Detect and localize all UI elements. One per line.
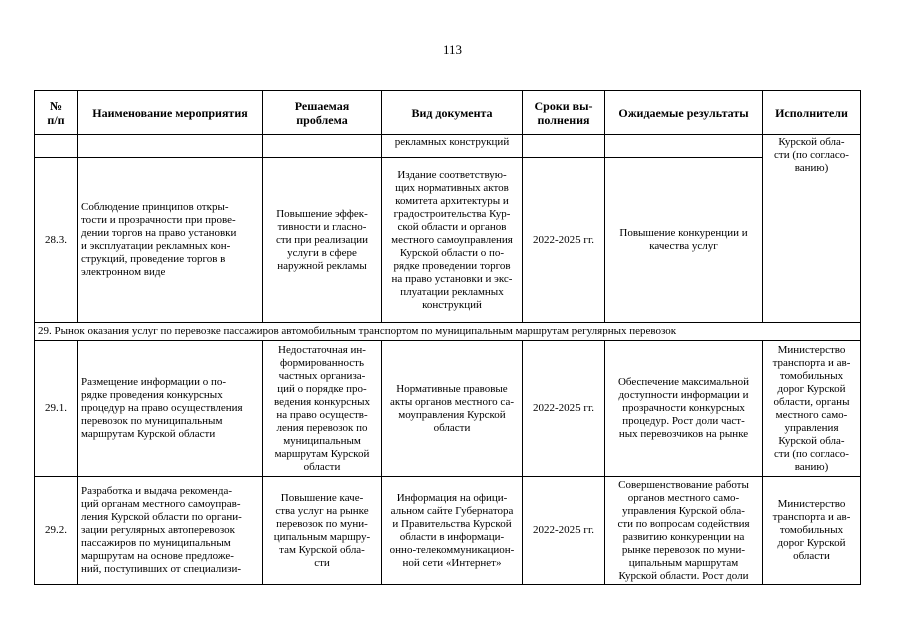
row-29-2-num: 29.2.	[35, 477, 78, 585]
header-results: Ожидаемые результаты	[605, 91, 763, 135]
row-29-1-executors: Министерство транспорта и ав- томобильных дорог Курской области, органы местного само- управления Курской обла- сти (по согласо- ванию)	[763, 341, 861, 477]
row-29-2-executors: Министерство транспорта и ав- томобильных дорог Курской области	[763, 477, 861, 585]
row-28-3-doctype: Издание соответствую- щих нормативных актов комитета архитектуры и градостроительства Кур- ской области и органов местного самоуправления Курской области о по- рядке проведении торгов на право установки и экс- плуатации рекламных конструкций	[382, 158, 523, 323]
table-row	[35, 135, 861, 158]
table-row	[35, 477, 861, 585]
table-row	[35, 158, 861, 323]
row-28-3-deadline: 2022-2025 гг.	[523, 158, 605, 323]
continuation-doctype: рекламных конструкций	[382, 135, 523, 158]
continuation-executors: Курской обла- сти (по согласо- ванию)	[763, 135, 861, 323]
row-28-3-problem: Повышение эффек- тивности и гласно- сти при реализации услуги в сфере наружной рекламы	[263, 158, 382, 323]
row-29-1-doctype: Нормативные правовые акты органов местного са- моуправления Курской области	[382, 341, 523, 477]
row-29-1-name: Размещение информации о по- рядке проведения конкурсных процедур на право осуществления перевозок по муниципальным маршрутам Курской области	[78, 341, 263, 477]
header-problem: Решаемая проблема	[263, 91, 382, 135]
row-29-2-problem: Повышение каче- ства услуг на рынке перевозок по муни- ципальным маршру- там Курской обла- сти	[263, 477, 382, 585]
row-29-2-name: Разработка и выдача рекоменда- ций органам местного самоуправ- ления Курской области по органи- зации регулярных автоперевозок пассажиров по муниципальным маршрутам на основе предложе- ний, поступивших от специализи-	[78, 477, 263, 585]
row-29-2-results: Совершенствование работы органов местного само- управления Курской обла- сти по вопросам содействия развитию конкуренции на рынке перевозок по муни- ципальным маршрутам Курской области. Рост доли	[605, 477, 763, 585]
row-29-2-deadline: 2022-2025 гг.	[523, 477, 605, 585]
row-29-2-doctype: Информация на офици- альном сайте Губернатора и Правительства Курской области в информаци- онно-телекоммуникацион- ной сети «Интернет»	[382, 477, 523, 585]
cell-empty	[78, 135, 263, 158]
cell-empty	[605, 135, 763, 158]
row-29-1-num: 29.1.	[35, 341, 78, 477]
row-28-3-name: Соблюдение принципов откры- тости и прозрачности при прове- дении торгов на право установки и эксплуатации рекламных кон- струкций, проведение торгов в электронном виде	[78, 158, 263, 323]
row-28-3-results: Повышение конкуренции и качества услуг	[605, 158, 763, 323]
header-doctype: Вид документа	[382, 91, 523, 135]
section-29-title: 29. Рынок оказания услуг по перевозке пассажиров автомобильным транспортом по муниципальным маршрутам регулярных перевозок	[35, 323, 861, 341]
table-header-row	[35, 91, 861, 135]
page-number: 113	[442, 42, 463, 57]
section-heading-row	[35, 323, 861, 341]
cell-empty	[523, 135, 605, 158]
header-deadline: Сроки вы- полнения	[523, 91, 605, 135]
header-executors: Исполнители	[763, 91, 861, 135]
measures-table	[34, 90, 861, 585]
row-29-1-results: Обеспечение максимальной доступности информации и прозрачности конкурсных процедур. Рост доли част- ных перевозчиков на рынке	[605, 341, 763, 477]
cell-empty	[263, 135, 382, 158]
cell-empty	[35, 135, 78, 158]
row-29-1-deadline: 2022-2025 гг.	[523, 341, 605, 477]
row-29-1-problem: Недостаточная ин- формированность частных организа- ций о порядке про- ведения конкурсных на право осуществ- ления перевозок по муниципальным маршрутам Курской области	[263, 341, 382, 477]
table-row	[35, 341, 861, 477]
header-name: Наименование мероприятия	[78, 91, 263, 135]
row-28-3-num: 28.3.	[35, 158, 78, 323]
header-num: № п/п	[35, 91, 78, 135]
